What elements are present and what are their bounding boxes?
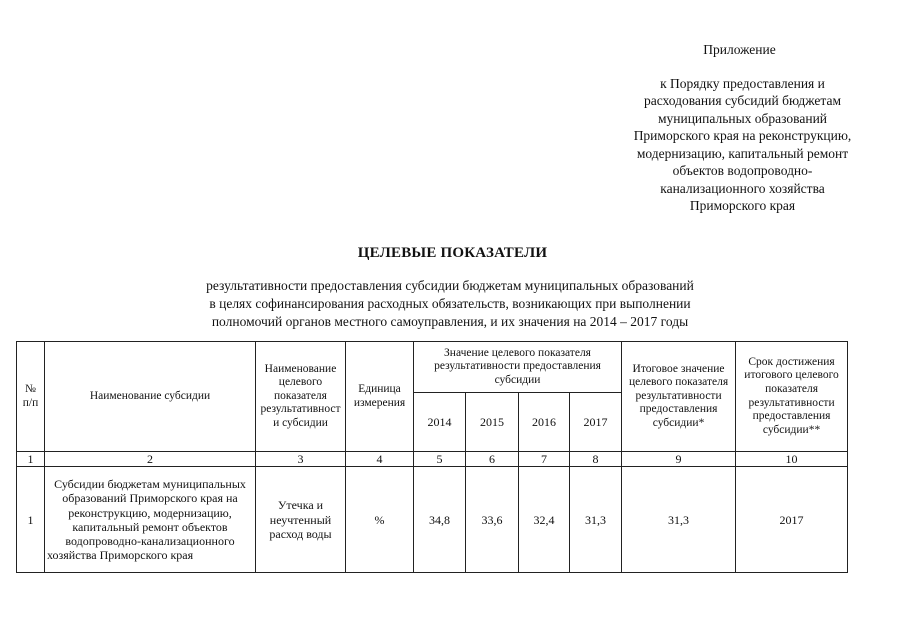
- table-row: [17, 467, 848, 573]
- header-num: № п/п: [17, 342, 45, 452]
- column-number: 1: [17, 452, 45, 467]
- value-2015-cell: 33,6: [466, 467, 519, 573]
- value-2014-cell: 34,8: [414, 467, 466, 573]
- column-number: 2: [45, 452, 256, 467]
- header-unit: Единица измерения: [346, 342, 414, 452]
- row-number: 1: [17, 467, 45, 573]
- column-number: 3: [256, 452, 346, 467]
- appendix-line: модернизацию, капитальный ремонт: [636, 145, 849, 161]
- final-value-cell: 31,3: [622, 467, 736, 573]
- column-number: 9: [622, 452, 736, 467]
- appendix-line: к Порядку предоставления и: [660, 75, 825, 91]
- column-number: 8: [570, 452, 622, 467]
- column-number: 7: [519, 452, 570, 467]
- header-year: 2015: [466, 393, 519, 452]
- indicators-table: [16, 341, 848, 573]
- appendix-block: [610, 41, 875, 215]
- appendix-line: канализационного хозяйства: [660, 180, 825, 196]
- value-2017-cell: 31,3: [570, 467, 622, 573]
- subtitle-line: в целях софинансирования расходных обязательств, возникающих при выполнении: [209, 295, 691, 311]
- unit-cell: %: [346, 467, 414, 573]
- subtitle-line: полномочий органов местного самоуправления, и их значения на 2014 – 2017 годы: [211, 313, 689, 329]
- header-final-value: Итоговое значение целевого показателя результативности предоставления субсидии*: [622, 342, 736, 452]
- document-subtitle: [160, 277, 740, 330]
- header-year: 2016: [519, 393, 570, 452]
- header-deadline: Срок достижения итогового целевого показателя результативности предоставления субсидии**: [736, 342, 848, 452]
- column-number: 5: [414, 452, 466, 467]
- column-number-row: [17, 452, 848, 467]
- header-year: 2017: [570, 393, 622, 452]
- appendix-line: муниципальных образований: [657, 110, 828, 126]
- header-subsidy-name: Наименование субсидии: [45, 342, 256, 452]
- column-number: 10: [736, 452, 848, 467]
- appendix-heading: Приложение: [703, 42, 776, 57]
- column-number: 4: [346, 452, 414, 467]
- header-year: 2014: [414, 393, 466, 452]
- subsidy-name-cell: Субсидии бюджетам муниципальных образований Приморского края на реконструкцию, модернизацию, капитальный ремонт объектов водопроводно-канализационного хозяйства Приморского края: [45, 467, 256, 573]
- header-indicator-name: Наименование целевого показателя результативност и субсидии: [256, 342, 346, 452]
- value-2016-cell: 32,4: [519, 467, 570, 573]
- header-row-top: [17, 342, 848, 393]
- appendix-reference: [610, 75, 875, 215]
- indicator-name-cell: Утечка и неучтенный расход воды: [256, 467, 346, 573]
- appendix-line: объектов водопроводно-: [672, 163, 813, 179]
- column-number: 6: [466, 452, 519, 467]
- appendix-line: расходования субсидий бюджетам: [643, 93, 842, 109]
- subtitle-line: результативности предоставления субсидии бюджетам муниципальных образований: [206, 278, 694, 293]
- document-title: ЦЕЛЕВЫЕ ПОКАЗАТЕЛИ: [357, 245, 548, 261]
- appendix-line: Приморского края: [689, 198, 796, 214]
- appendix-line: Приморского края на реконструкцию,: [633, 128, 852, 144]
- header-value-group: Значение целевого показателя результативности предоставления субсидии: [414, 342, 622, 393]
- deadline-cell: 2017: [736, 467, 848, 573]
